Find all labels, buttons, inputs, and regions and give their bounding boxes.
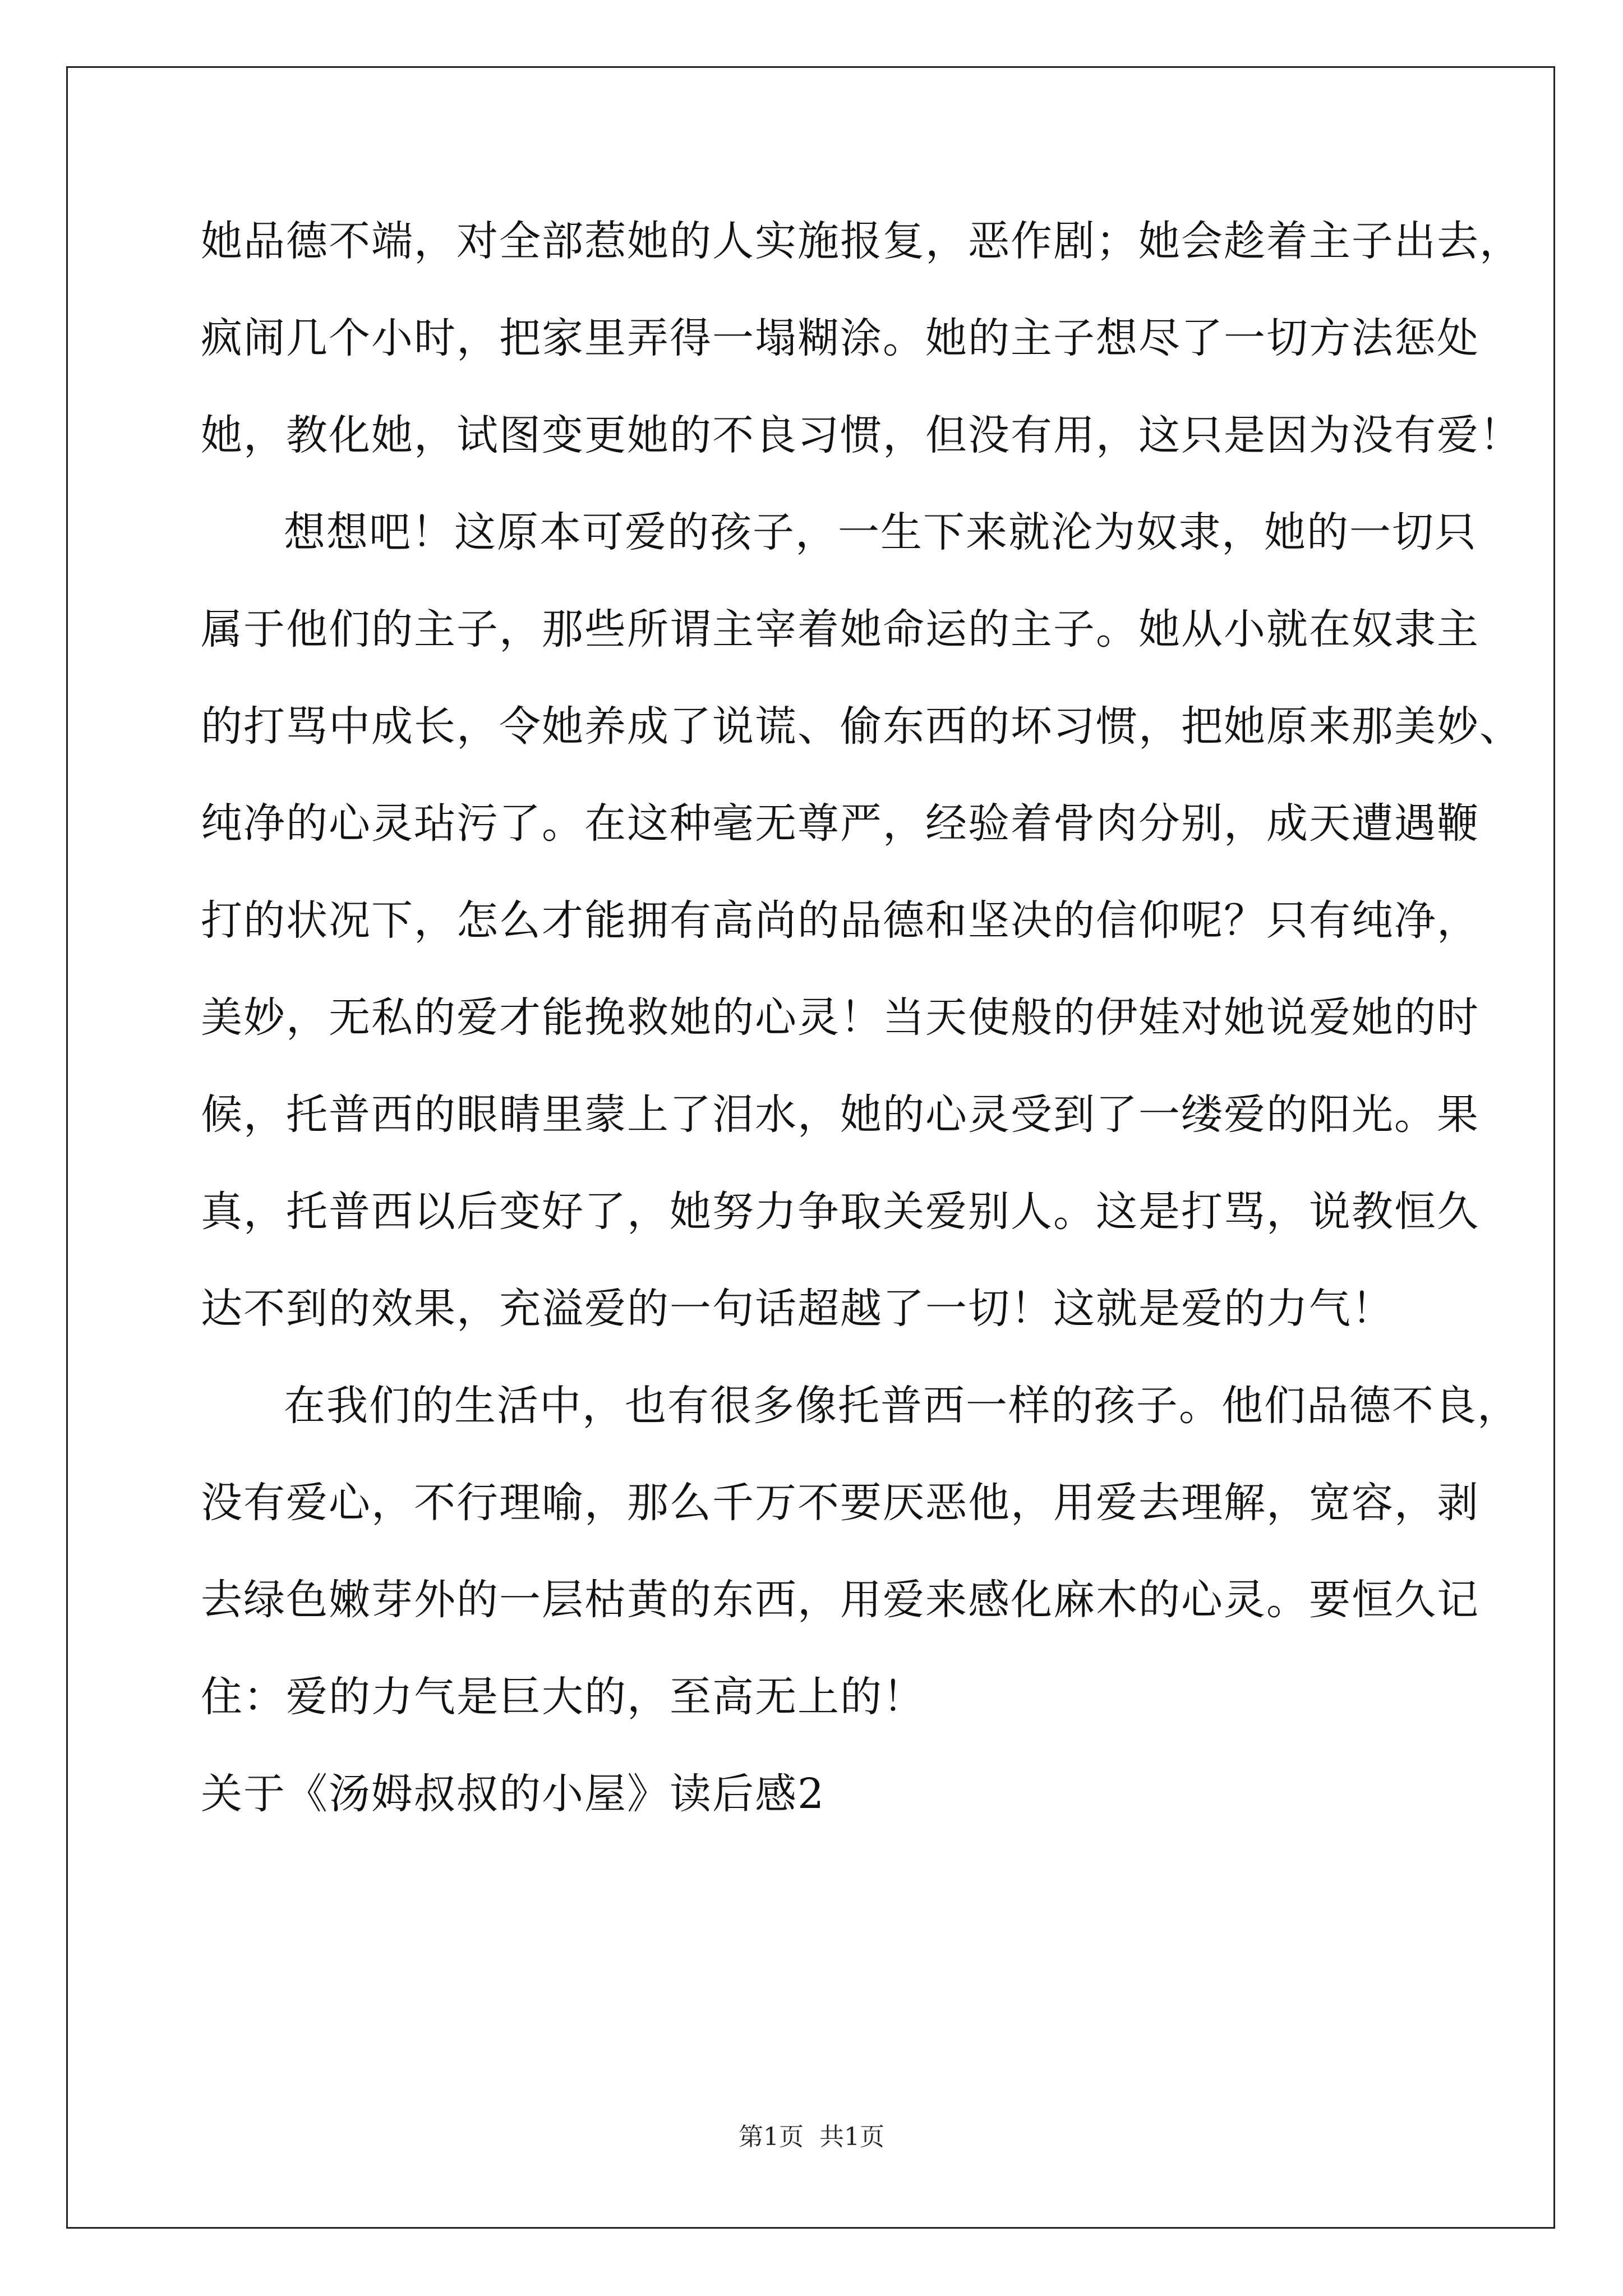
- page-total: 共1页: [819, 2123, 884, 2151]
- text-line: 住：爱的力气是巨大的，至高无上的！: [201, 1673, 925, 1721]
- text-line: 属于他们的主子，那些所谓主宰着她命运的主子。她从小就在奴隶主: [201, 605, 1479, 654]
- text-line: 没有爱心，不行理喻，那么千万不要厌恶他，用爱去理解，宽容，剥: [201, 1479, 1479, 1527]
- paragraph-start-line: 想想吧！这原本可爱的孩子，一生下来就沦为奴隶，她的一切只: [284, 508, 1477, 556]
- text-line: 去绿色嫩芽外的一层枯黄的东西，用爱来感化麻木的心灵。要恒久记: [201, 1576, 1479, 1624]
- text-line: 达不到的效果，充溢爱的一句话超越了一切！这就是爱的力气！: [201, 1285, 1394, 1333]
- text-line: 的打骂中成长，令她养成了说谎、偷东西的坏习惯，把她原来那美妙、: [201, 702, 1522, 751]
- text-line: 她，教化她，试图变更她的不良习惯，但没有用，这只是因为没有爱！: [201, 411, 1522, 459]
- page-border: [66, 66, 1555, 2229]
- paragraph-start-line: 在我们的生活中，也有很多像托普西一样的孩子。他们品德不良，: [284, 1382, 1520, 1430]
- text-line: 疯闹几个小时，把家里弄得一塌糊涂。她的主子想尽了一切方法惩处: [201, 314, 1479, 362]
- text-line: 纯净的心灵玷污了。在这种毫无尊严，经验着骨肉分别，成天遭遇鞭: [201, 799, 1479, 848]
- text-line: 真，托普西以后变好了，她努力争取关爱别人。这是打骂，说教恒久: [201, 1188, 1479, 1236]
- text-line: 候，托普西的眼睛里蒙上了泪水，她的心灵受到了一缕爱的阳光。果: [201, 1091, 1479, 1139]
- page-number: 第1页: [739, 2123, 804, 2151]
- text-line: 打的状况下，怎么才能拥有高尚的品德和坚决的信仰呢？只有纯净，: [201, 896, 1479, 945]
- page-footer: [0, 2120, 1623, 2154]
- text-line: 美妙，无私的爱才能挽救她的心灵！当天使般的伊娃对她说爱她的时: [201, 993, 1479, 1042]
- section-heading: 关于《汤姆叔叔的小屋》读后感2: [201, 1770, 826, 1818]
- text-line: 她品德不端，对全部惹她的人实施报复，恶作剧；她会趁着主子出去，: [201, 217, 1522, 265]
